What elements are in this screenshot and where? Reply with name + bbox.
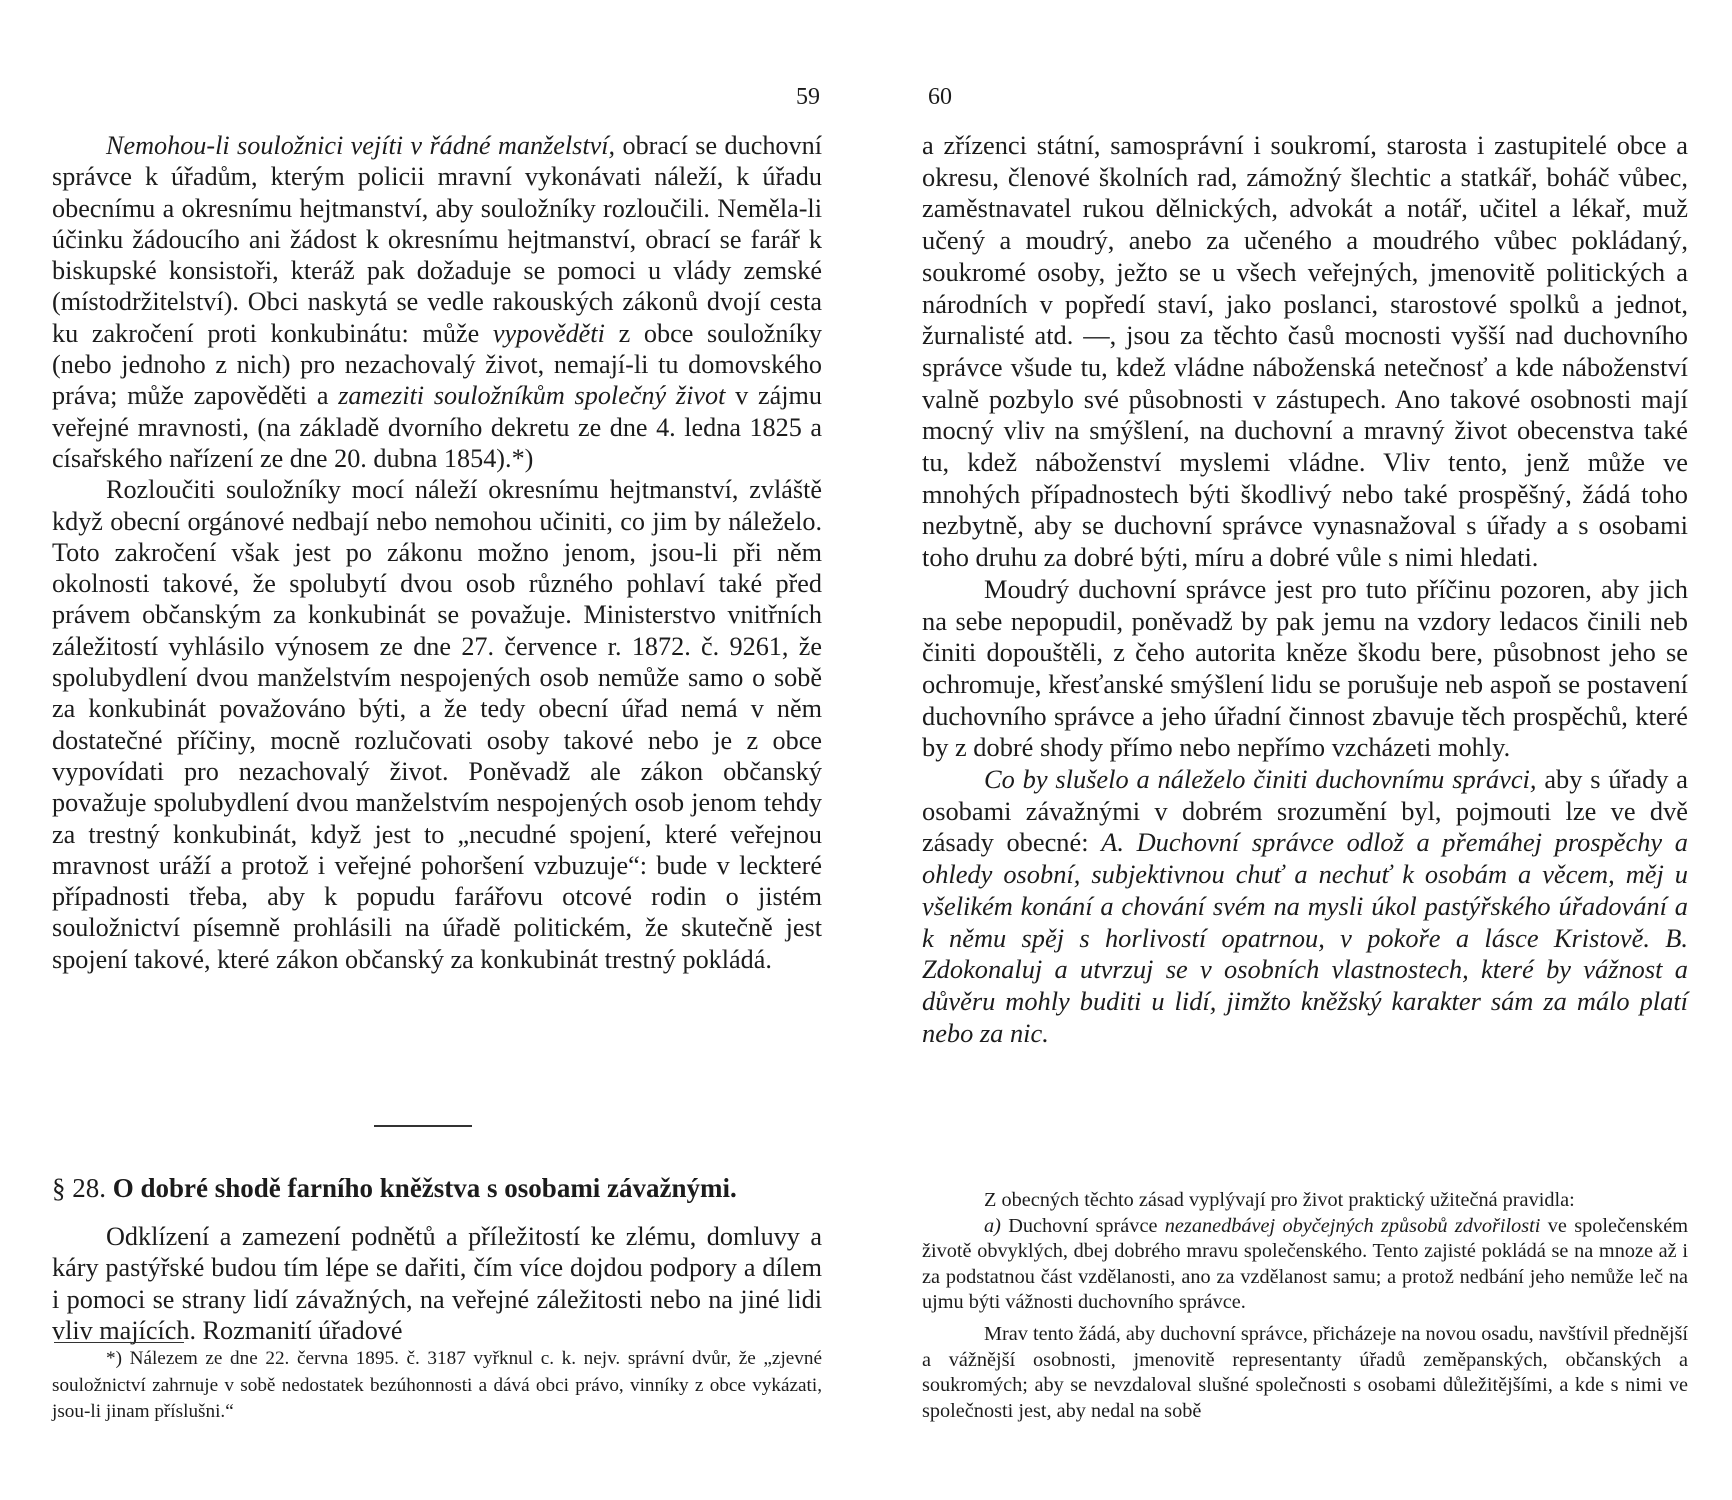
right-paragraph-3 [922, 764, 1688, 1049]
text-run: z obce souložníky (nebo jednoho z nich) pro nezachovalý život, nemají-li tu domovského práva; může zapověděti a [52, 318, 822, 411]
text-run: ve společenském životě obvyklých, dbej dobrého mravu společenského. Tento zajisté pokládá se na mnoze až i za podstatnou část vzdělanosti, ano za vzdělanost samu; a protož nedbání jeho nemůže leč na ujmu býti vážnosti duchovního správce. [922, 1214, 1688, 1314]
footnote-rule [54, 1342, 184, 1343]
page-number-right: 60 [928, 84, 952, 110]
right-paragraph-1: a zřízenci státní, samosprávní i soukromí, starosta i zastupitelé obce a okresu, členové školních rad, zámožný šlechtic a statkář, boháč vůbec, zaměstnavatel rukou dělnických, advokát a notář, učitel a lékař, muž učený a moudrý, anebo za učeného a moudrého vůbec pokládaný, soukromé osoby, ježto se u všech veřejných, jmenovitě politických a národních v popředí staví, jako poslanci, starostové spolků a jednot, žurnalisté atd. —, jsou za těchto časů mocnosti vyšší nad duchovního správce všude tu, kdež vládne náboženská netečnosť a kde náboženství valně pozbylo své působnosti v zástupech. Ano takové osobnosti mají mocný vliv na smýšlení, na duchovní a mravný život obecenstva také tu, kdež náboženství myslemi vládne. Vliv tento, jenž může ve mnohých případnostech býti škodlivý nebo také prospěšný, žádá toho nezbytně, aby se duchovní správce vynasnažoval s úřady a s osobami toho druhu za dobré býti, míru a dobré vůle s nimi hledati. [922, 130, 1688, 573]
italic-run: Co by slušelo a náleželo činiti duchovnímu správci, [984, 764, 1537, 795]
footnote-text: *) Nálezem ze dne 22. června 1895. č. 3187 vyřknul c. k. nejv. správní dvůr, že „zjevné souložnictví zahrnuje v sobě nedostatek bezúhonnosti a dává obci právo, vinníky z obce vykázati, jsou-li jinam příslušni.“ [52, 1348, 822, 1422]
section-number: § 28. [52, 1173, 106, 1203]
left-paragraph-2: Rozloučiti souložníky mocí náleží okresnímu hejtmanství, zvláště když obecní orgánové nedbají nebo nemohou učiniti, co jim by náleželo. Toto zakročení však jest po zákonu možno jenom, jsou-li při něm okolnosti takové, že spolubytí dvou osob různého pohlaví také před právem občanským za konkubinát se považuje. Ministerstvo vnitřních záležitostí vyhlásilo výnosem ze dne 27. července r. 1872. č. 9261, že spolubydlení dvou manželstvím nespojených osob nemůže samo o sobě za konkubinát považováno býti, a že tedy obecní úřad nemá v něm dostatečné příčiny, mocně rozlučovati osoby takové nebo je z obce vypovídati pro nezachovalý život. Poněvadž ale zákon občanský považuje spolubydlení dvou manželstvím nespojených osob jenom tehdy za trestný konkubinát, když jest to „necudné spojení, které veřejnou mravnost uráží a protož i veřejné pohoršení vzbuzuje“: bude v leckteré případnosti třeba, aby k popudu farářovu otcové rodin o jistém souložnictví písemně prohlásili na úřadě politickém, že skutečně jest spojení takové, které zákon občanský za konkubinát trestný pokládá. [52, 475, 822, 974]
text-run: Duchovní správce [1008, 1214, 1165, 1237]
italic-lead: Nemohou-li souložnici vejíti v řádné manželství, [106, 131, 616, 160]
italic-run: zameziti souložníkům společný život [338, 381, 726, 411]
section-body [52, 1221, 822, 1346]
italic-run: a) [984, 1214, 1009, 1237]
left-page [52, 0, 822, 1500]
rule-a-continued: Mrav tento žádá, aby duchovní správce, přicházeje na novou osadu, navštívil přednější a vážnější osobnosti, jmenovitě representanty úřadů zeměpanských, občanských a soukromých; aby se nevzdaloval slušné společnosti s osobami důležitějšími, a kde s nimi ve společnosti jest, aby nedal na sobě [922, 1322, 1688, 1422]
text-run: v zájmu veřejné mravnosti, (na základě dvorního dekretu ze dne 4. ledna 1825 a císařského nařízení ze dne 20. dubna 1854).*) [52, 381, 822, 473]
text-run: aby s úřady a osobami závažnými v dobrém srozumění byl, pojmouti lze ve dvě zásady obecné: [922, 764, 1688, 858]
left-paragraph-1 [52, 130, 822, 474]
italic-run: nezanedbávej obyčejných způsobů zdvořilosti [1164, 1214, 1541, 1237]
left-paragraph-3: Odklízení a zamezení podnětů a příležitostí ke zlému, domluvy a káry pastýřské budou tím lépe se dařiti, čím více dojdou podpory a dílem i pomoci se strany lidí závažných, na veřejné záležitosti nebo na jiné lidi vliv majících. Rozmanití úřadové [52, 1222, 822, 1345]
section-divider [374, 1125, 472, 1127]
section-title: O dobré shodě farního kněžstva s osobami závažnými. [112, 1173, 737, 1203]
italic-run: A. Duchovní správce odlož a přemáhej prospěchy a ohledy osobní, subjektivnou chuť a nechuť k osobám a věcem, měj u všelikém konání a chování svém na mysli úkol pastýřského úřadování a k němu spěj s horlivostí opatrnou, v pokoře a lásce Kristově. B. Zdokonaluj a utvrzuj se v osobních vlastnostech, které by vážnost a důvěru mohly buditi u lidí, jimžto kněžský karakter sám za málo platí nebo za nic. [922, 827, 1688, 1048]
left-page-body [52, 130, 822, 975]
section-heading [52, 1172, 822, 1204]
italic-run: vypověděti [492, 318, 605, 348]
right-small-print [922, 1188, 1688, 1424]
right-page [922, 0, 1688, 1500]
right-page-body [922, 130, 1688, 1049]
rules-intro: Z obecných těchto zásad vyplývají pro život praktický užitečná pravidla: [984, 1189, 1575, 1211]
rule-a [922, 1214, 1688, 1316]
footnote [52, 1346, 822, 1426]
text-run: obrací se duchovní správce k úřadům, kterým policii mravní vykonávati náleží, k úřadu obecnímu a okresnímu hejtmanství, aby souložníky rozloučili. Neměla-li účinku žádoucího ani žádost k okresnímu hejtmanství, obrací se farář k biskupské konsistoři, kteráž pak dožaduje se pomoci u vlády zemské (místodržitelství). Obci naskytá se vedle rakouských zákonů dvojí cesta ku zakročení proti konkubinátu: může [52, 131, 822, 348]
right-paragraph-2: Moudrý duchovní správce jest pro tuto příčinu pozoren, aby jich na sebe nepopudil, poněvadž by pak jemu na vzdory ledacos činili neb činiti dopouštěli, z čeho autorita kněze škodu bere, působnost jeho se ochromuje, křesťanské smýšlení lidu se porušuje neb aspoň se postavení duchovního správce a jeho úřadní činnost zbavuje těch prospěchů, které by z dobré shody přímo nebo nepřímo vzcházeti mohly. [922, 573, 1688, 763]
page-number-left: 59 [796, 84, 820, 110]
